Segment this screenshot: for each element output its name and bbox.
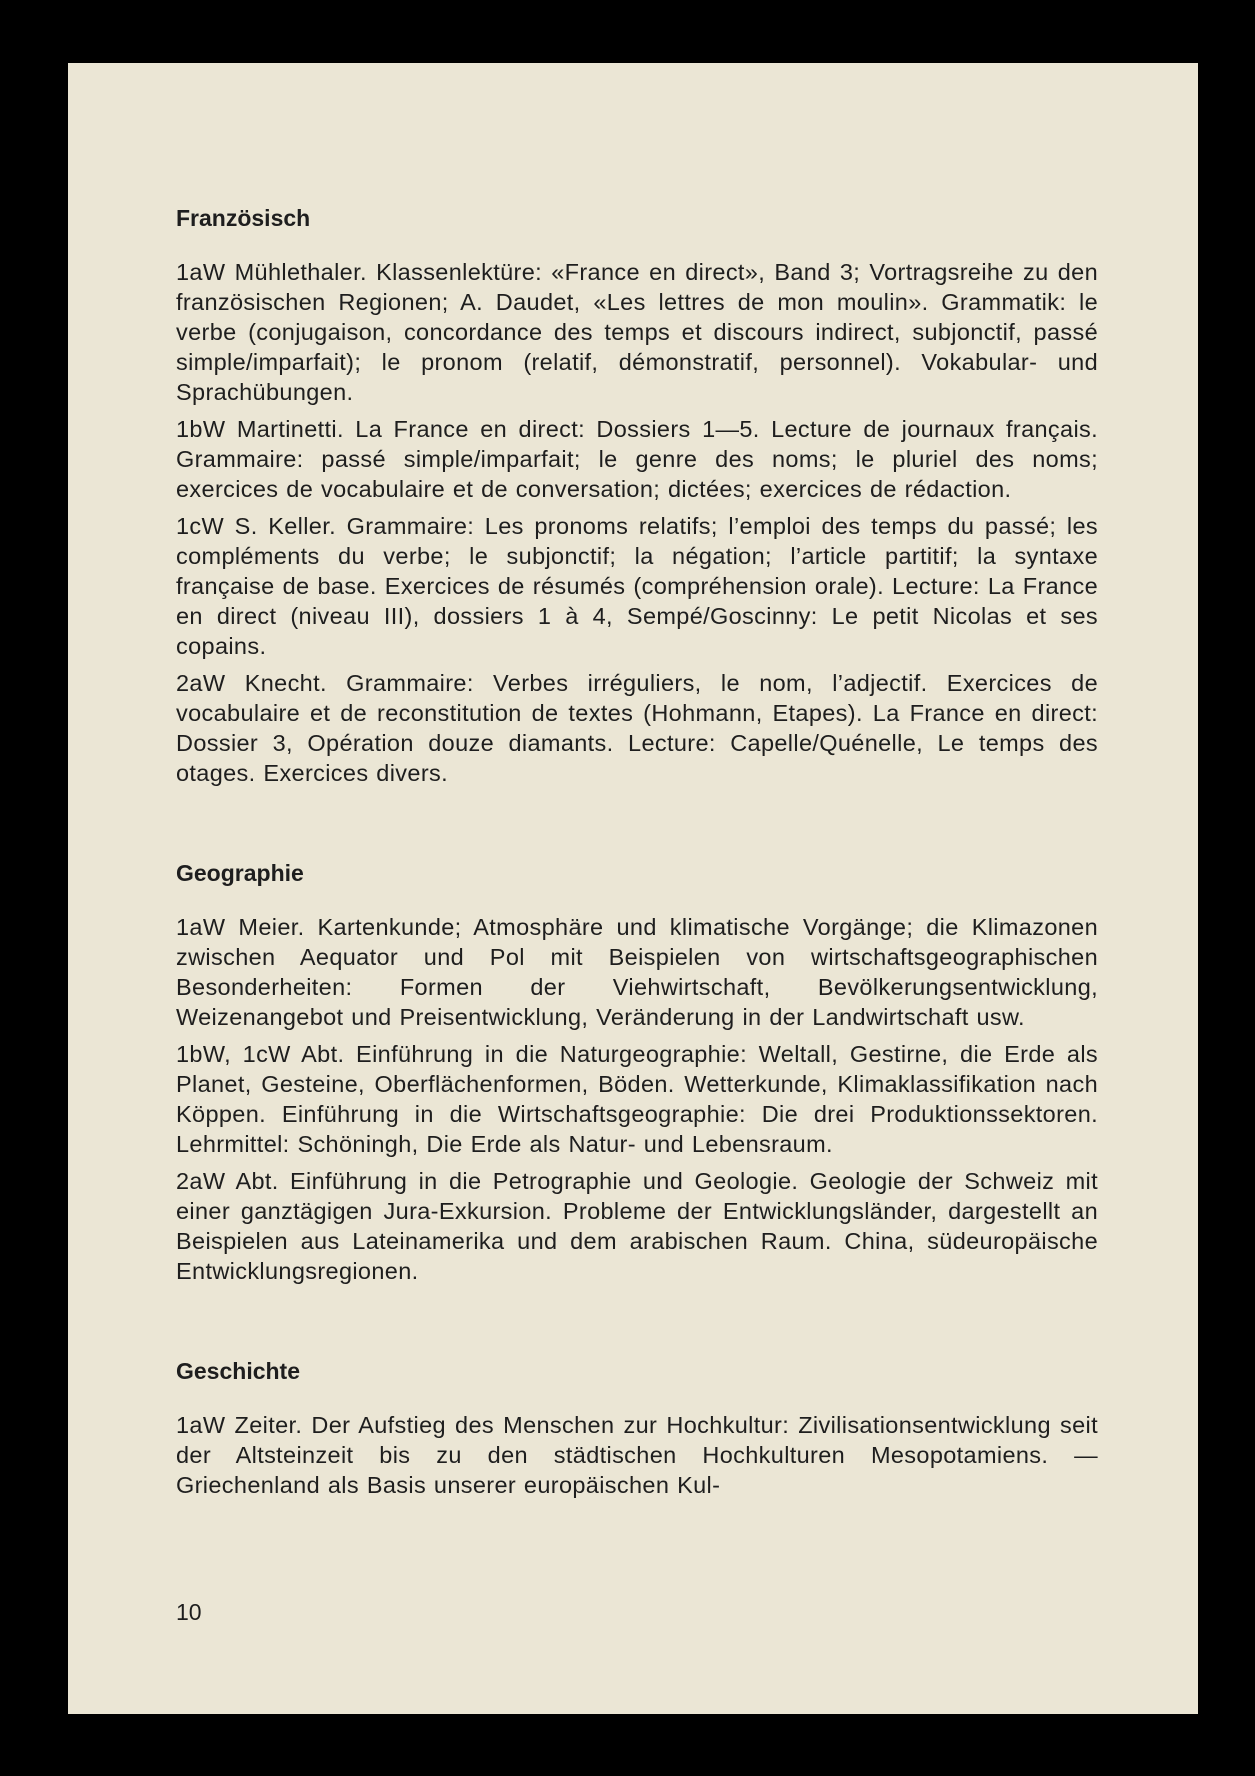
section-heading: Französisch: [176, 205, 311, 231]
paragraph: 1aW Meier. Kartenkunde; Atmosphäre und klimatische Vorgänge; die Klimazonen zwischen Aequator und Pol mit Beispielen von wirtschaftsgeographischen Besonderheiten: Formen der Viehwirtschaft, Bevölkerungsentwicklung, Weizenangebot und Preisentwicklung, Veränderung in der Landwirtschaft usw.: [176, 914, 1098, 1030]
paragraph: 1bW, 1cW Abt. Einführung in die Naturgeographie: Weltall, Gestirne, die Erde als Planet, Gesteine, Oberflächenformen, Böden. Wetterkunde, Klimaklassifikation nach Köppen. Einführung in die Wirtschaftsgeographie: Die drei Produktionssektoren. Lehrmittel: Schöningh, Die Erde als Natur- und Lebensraum.: [176, 1041, 1098, 1157]
document-page: [68, 63, 1198, 1714]
section-heading: Geschichte: [176, 1358, 300, 1384]
paragraph: 1bW Martinetti. La France en direct: Dossiers 1—5. Lecture de journaux français. Grammaire: passé simple/imparfait; le genre des noms; le pluriel des noms; exercices de vocabulaire et de conversation; dictées; exercices de rédaction.: [176, 416, 1098, 502]
paragraph: 1cW S. Keller. Grammaire: Les pronoms relatifs; l’emploi des temps du passé; les compléments du verbe; le subjonctif; la négation; l’article partitif; la syntaxe française de base. Exercices de résumés (compréhension orale). Lecture: La France en direct (niveau III), dossiers 1 à 4, Sempé/Goscinny: Le petit Nicolas et ses copains.: [176, 513, 1098, 659]
paragraph: 2aW Abt. Einführung in die Petrographie und Geologie. Geologie der Schweiz mit einer ganztägigen Jura-Exkursion. Probleme der Entwicklungsländer, dargestellt an Beispielen aus Lateinamerika und dem arabischen Raum. China, südeuropäische Entwicklungsregionen.: [176, 1168, 1098, 1284]
paragraph: 1aW Mühlethaler. Klassenlektüre: «France en direct», Band 3; Vortragsreihe zu den französischen Regionen; A. Daudet, «Les lettres de mon moulin». Grammatik: le verbe (conjugaison, concordance des temps et discours indirect, subjonctif, passé simple/imparfait); le pronom (relatif, démonstratif, personnel). Vokabular- und Sprachübungen.: [176, 259, 1098, 405]
paragraph: 1aW Zeiter. Der Aufstieg des Menschen zur Hochkultur: Zivilisationsentwicklung seit der Altsteinzeit bis zu den städtischen Hochkulturen Mesopotamiens. — Griechenland als Basis unserer europäischen Kul-: [176, 1412, 1098, 1498]
section-geographie: [176, 858, 1098, 1286]
paragraph: 2aW Knecht. Grammaire: Verbes irréguliers, le nom, l’adjectif. Exercices de vocabulaire et de reconstitution de textes (Hohmann, Etapes). La France en direct: Dossier 3, Opération douze diamants. Lecture: Capelle/Quénelle, Le temps des otages. Exercices divers.: [176, 670, 1098, 786]
section-franzoesisch: [176, 203, 1098, 788]
section-geschichte: [176, 1356, 1098, 1500]
section-heading: Geographie: [176, 860, 304, 886]
page-content: [176, 203, 1098, 1507]
page-number: 10: [176, 1599, 202, 1625]
